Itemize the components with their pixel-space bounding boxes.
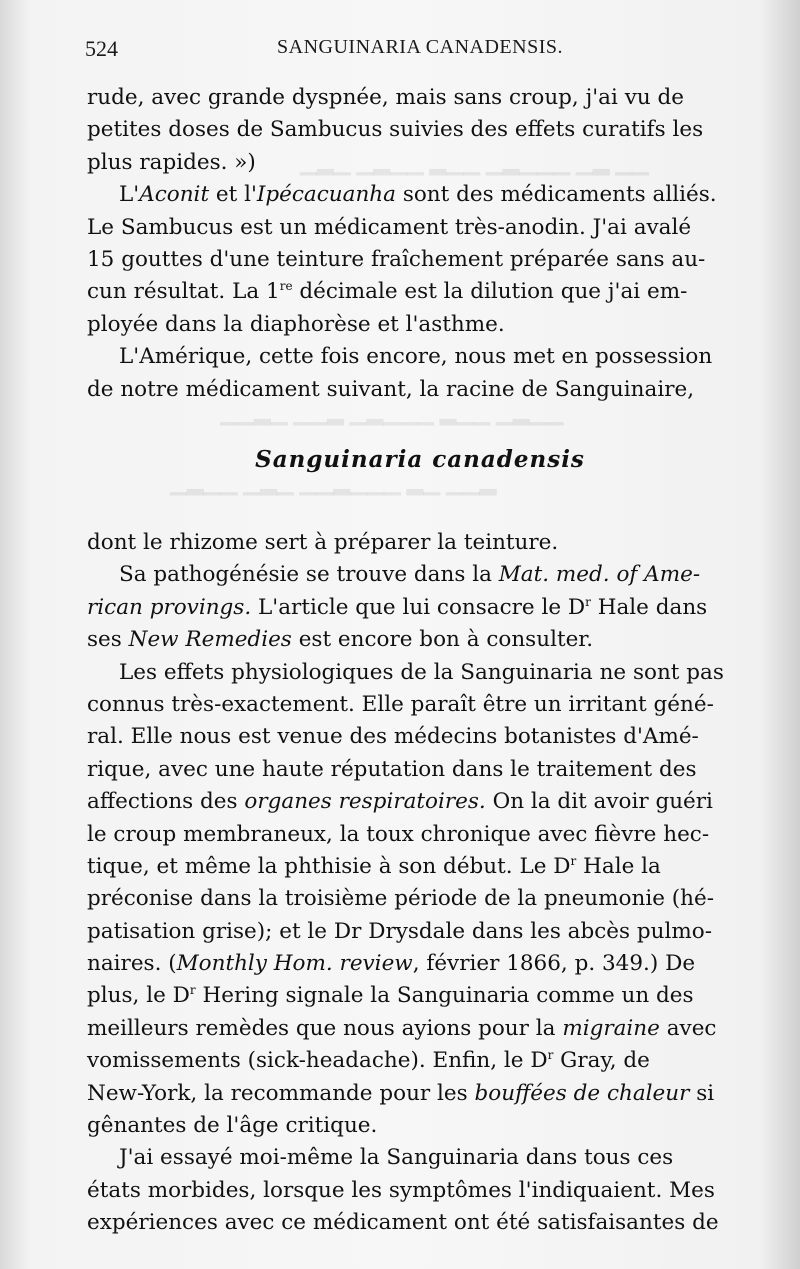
italic-title: Monthly Hom. review (176, 951, 413, 977)
section-heading: Sanguinaria canadensis (255, 446, 585, 473)
italic-term: Ipécacuanha (256, 182, 396, 208)
text-line: Les effets physiologiques de la Sanguinaria ne sont pas (119, 659, 724, 685)
text-line (87, 786, 752, 818)
italic-title: Mat. med. of Ame- (498, 562, 701, 588)
text-line: expériences avec ce médicament ont été satisfaisantes de (87, 1210, 719, 1236)
text-line: L'Amérique, cette fois encore, nous met en possession (119, 344, 713, 370)
text-line: 15 gouttes d'une teinture fraîchement préparée sans au- (87, 246, 706, 272)
text-line: dont le rhizome sert à préparer la teinture. (87, 530, 559, 555)
italic-term: migraine (562, 1015, 660, 1041)
text-line (87, 624, 752, 656)
superscript: re (279, 279, 293, 294)
text-line: le croup membraneux, la toux chronique avec fièvre hec- (87, 821, 710, 847)
superscript: r (547, 1048, 554, 1063)
text-fragment: plus, le D (87, 983, 190, 1009)
italic-title: New Remedies (128, 627, 292, 653)
text-fragment: sont des médicaments alliés. (402, 182, 717, 208)
text-line: préconise dans la troisième période de la pneumonie (hé- (87, 886, 714, 912)
italic-title: rican provings. (87, 594, 252, 620)
text-fragment: naires. ( (87, 951, 177, 977)
text-fragment: Gray, de (560, 1048, 650, 1074)
italic-term: Aconit (139, 182, 210, 208)
text-fragment: cun résultat. La 1 (87, 279, 280, 305)
text-line: gênantes de l'âge critique. (87, 1113, 378, 1139)
italic-term: organes respiratoires. (244, 789, 486, 815)
text-fragment: avec (666, 1015, 717, 1041)
running-head (85, 36, 755, 66)
top-text-block (87, 82, 752, 406)
text-fragment: New-York, la recommande pour les (87, 1080, 468, 1106)
text-line: connus très-exactement. Elle paraît être un irritant géné- (87, 691, 714, 717)
main-text-block (87, 527, 752, 1240)
superscript: r (585, 594, 591, 609)
text-line (87, 948, 752, 980)
text-line (87, 559, 752, 591)
text-fragment: vomissements (sick-headache). Enfin, le D (87, 1048, 548, 1074)
text-line (87, 1013, 752, 1045)
text-line: ployée dans la diaphorèse et l'asthme. (87, 311, 505, 337)
text-line: petites doses de Sambucus suivies des effets curatifs les (87, 117, 704, 143)
text-line: états morbides, lorsque les symptômes l'indiquaient. Mes (87, 1177, 715, 1203)
text-line: Le Sambucus est un médicament très-anodin. J'ai avalé (87, 214, 692, 240)
text-line: rique, avec une haute réputation dans le traitement des (87, 756, 697, 782)
text-fragment: si (696, 1080, 715, 1106)
text-fragment: ses (87, 627, 122, 653)
text-fragment: Hering signale la Sanguinaria comme un des (202, 983, 694, 1009)
text-fragment: tique, et même la phthisie à son début. Le D (87, 853, 571, 879)
text-line (87, 276, 752, 308)
superscript: r (570, 853, 577, 868)
text-line: plus rapides. ») (87, 149, 256, 175)
text-line (87, 980, 752, 1012)
text-fragment: affections des (87, 789, 238, 815)
text-fragment: Hale dans (597, 594, 708, 620)
text-fragment: décimale est la dilution que j'ai em- (299, 279, 688, 305)
text-fragment: , février 1866, p. 349.) De (412, 951, 696, 977)
text-line: J'ai essayé moi-même la Sanguinaria dans tous ces (119, 1145, 674, 1171)
bleed-through-shadow: ▁▁▂▁ ▁▁▂ ▁▂▁▁▁ ▂▁▁ ▁▂▁▁ (220, 400, 564, 425)
page-number: 524 (85, 36, 118, 61)
text-fragment: L'article que lui consacre le D (258, 594, 586, 620)
bleed-through-shadow: ▁▂▁▁ ▁▂▁ ▁▁▂▁▁▁ ▂▁ ▁▁▂ (170, 470, 497, 495)
text-line (87, 592, 752, 624)
text-line (87, 851, 752, 883)
text-line (87, 1045, 752, 1077)
text-line: L'Aconit et l'Ipécacuanha sont des médicaments alliés. (119, 182, 717, 208)
text-fragment: On la dit avoir guéri (492, 789, 713, 815)
text-fragment: Sa pathogénésie se trouve dans la (119, 562, 492, 588)
text-line: ral. Elle nous est venue des médecins botanistes d'Amé- (87, 724, 699, 750)
superscript: r (189, 983, 196, 998)
text-line: de notre médicament suivant, la racine de Sanguinaire, (87, 376, 695, 402)
bleed-through-shadow: ▁▂▁ ▁▂▁▁ ▂▁▁ ▁▂▁▁▁ ▁▂ ▁▁ (300, 150, 649, 175)
text-line: patisation grise); et le Dr Drysdale dans les abcès pulmo- (87, 918, 712, 944)
text-fragment: est encore bon à consulter. (298, 627, 594, 653)
italic-term: bouffées de chaleur (474, 1080, 690, 1106)
text-fragment: Hale la (583, 853, 661, 879)
text-line: rude, avec grande dyspnée, mais sans croup, j'ai vu de (87, 85, 685, 110)
running-title: SANGUINARIA CANADENSIS. (277, 36, 563, 58)
text-line (87, 1078, 752, 1110)
text-fragment: meilleurs remèdes que nous ayions pour la (87, 1015, 556, 1041)
